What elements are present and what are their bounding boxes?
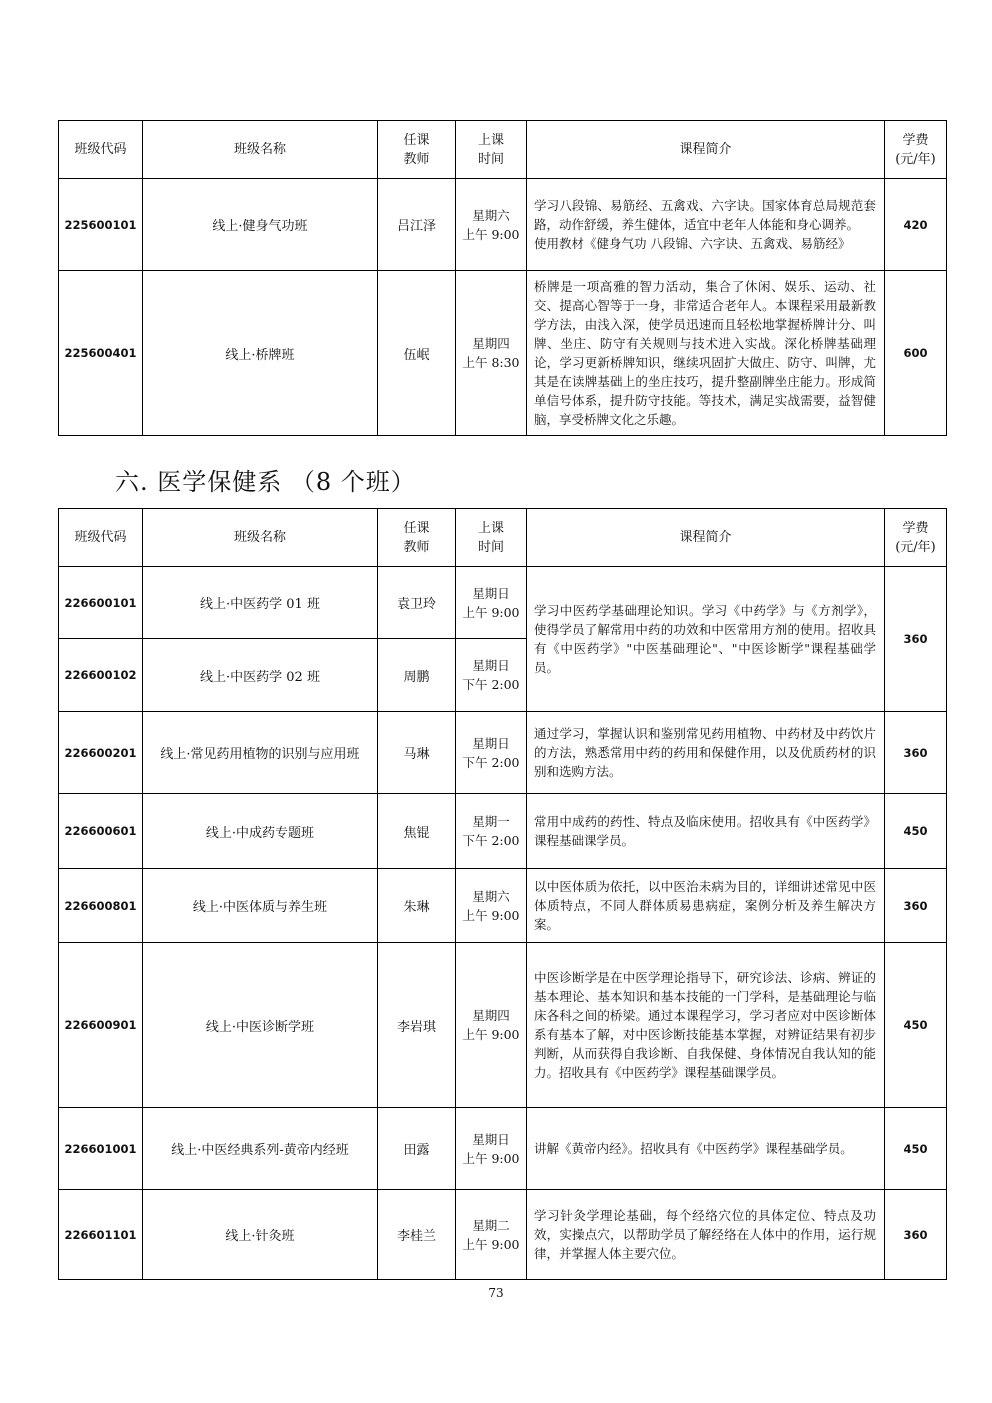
class-name: 线上·中医体质与养生班 [143, 869, 378, 943]
teacher-name: 伍岷 [378, 271, 456, 436]
class-code: 225600101 [59, 179, 143, 271]
course-description: 讲解《黄帝内经》。招收具有《中医药学》课程基础学员。 [527, 1108, 885, 1190]
table-row [59, 869, 947, 943]
class-name: 线上·中医药学 02 班 [143, 639, 378, 712]
tuition-fee: 360 [885, 1190, 947, 1280]
class-code: 226600801 [59, 869, 143, 943]
course-description: 常用中成药的药性、特点及临床使用。招收具有《中医药学》课程基础课学员。 [527, 794, 885, 869]
class-name: 线上·健身气功班 [143, 179, 378, 271]
class-name: 线上·中成药专题班 [143, 794, 378, 869]
class-name: 线上·中医经典系列-黄帝内经班 [143, 1108, 378, 1190]
table-row [59, 1108, 947, 1190]
class-code: 226601001 [59, 1108, 143, 1190]
tuition-fee: 360 [885, 567, 947, 712]
header-desc: 课程简介 [527, 121, 885, 179]
class-time: 星期二 上午 9:00 [456, 1190, 527, 1280]
tuition-fee: 450 [885, 1108, 947, 1190]
class-time: 星期日 上午 9:00 [456, 567, 527, 639]
class-name: 线上·中医诊断学班 [143, 943, 378, 1108]
header-code: 班级代码 [59, 121, 143, 179]
course-description: 通过学习，掌握认识和鉴别常见药用植物、中药材及中药饮片的方法，熟悉常用中药的药用和保健作用，以及优质药材的识别和选购方法。 [527, 712, 885, 794]
class-time: 星期日 下午 2:00 [456, 712, 527, 794]
section-title: 六. 医学保健系 （8 个班） [115, 468, 416, 496]
header-teacher: 任课 教师 [378, 121, 456, 179]
page-number: 73 [488, 1286, 504, 1300]
header-teacher: 任课 教师 [378, 509, 456, 567]
header-time: 上课 时间 [456, 121, 527, 179]
header-name: 班级名称 [143, 509, 378, 567]
class-time: 星期六 上午 9:00 [456, 179, 527, 271]
teacher-name: 袁卫玲 [378, 567, 456, 639]
teacher-name: 李桂兰 [378, 1190, 456, 1280]
class-code: 226601101 [59, 1190, 143, 1280]
course-description: 中医诊断学是在中医学理论指导下，研究诊法、诊病、辨证的基本理论、基本知识和基本技能的一门学科，是基础理论与临床各科之间的桥梁。通过本课程学习，学习者应对中医诊断体系有基本了解，对中医诊断技能基本掌握，对辨证结果有初步判断，从而获得自我诊断、自我保健、身体情况自我认知的能力。招收具有《中医药学》课程基础课学员。 [527, 943, 885, 1108]
tuition-fee: 360 [885, 869, 947, 943]
tuition-fee: 360 [885, 712, 947, 794]
teacher-name: 李岩琪 [378, 943, 456, 1108]
class-time: 星期四 上午 9:00 [456, 943, 527, 1108]
class-name: 线上·常见药用植物的识别与应用班 [143, 712, 378, 794]
course-description: 学习中医药学基础理论知识。学习《中药学》与《方剂学》，使得学员了解常用中药的功效和中医常用方剂的使用。招收具有《中医药学》"中医基础理论"、"中医诊断学"课程基础学员。 [527, 567, 885, 712]
class-name: 线上·针灸班 [143, 1190, 378, 1280]
class-time: 星期四 上午 8:30 [456, 271, 527, 436]
tuition-fee: 600 [885, 271, 947, 436]
class-code: 225600401 [59, 271, 143, 436]
table-row [59, 1190, 947, 1280]
table-row [59, 271, 947, 436]
teacher-name: 吕江泽 [378, 179, 456, 271]
header-code: 班级代码 [59, 509, 143, 567]
class-name: 线上·中医药学 01 班 [143, 567, 378, 639]
teacher-name: 焦锟 [378, 794, 456, 869]
header-name: 班级名称 [143, 121, 378, 179]
course-description: 桥牌是一项高雅的智力活动，集合了休闲、娱乐、运动、社交、提高心智等于一身，非常适合老年人。本课程采用最新教学方法，由浅入深，使学员迅速而且轻松地掌握桥牌计分、叫牌、坐庄、防守有关规则与技术进入实战。深化桥牌基础理论，学习更新桥牌知识，继续巩固扩大做庄、防守、叫牌，尤其是在读牌基础上的坐庄技巧，提升整副牌坐庄能力。形成简单信号体系，提升防守技能。等技术，满足实战需要，益智健脑，享受桥牌文化之乐趣。 [527, 271, 885, 436]
table-header-row [59, 121, 947, 179]
tuition-fee: 450 [885, 943, 947, 1108]
tuition-fee: 450 [885, 794, 947, 869]
header-fee: 学费 (元/年) [885, 509, 947, 567]
class-name: 线上·桥牌班 [143, 271, 378, 436]
table-row [59, 794, 947, 869]
class-code: 226600901 [59, 943, 143, 1108]
class-time: 星期六 上午 9:00 [456, 869, 527, 943]
class-code: 226600102 [59, 639, 143, 712]
course-table-1 [58, 120, 947, 436]
teacher-name: 马琳 [378, 712, 456, 794]
class-code: 226600101 [59, 567, 143, 639]
header-time: 上课 时间 [456, 509, 527, 567]
teacher-name: 朱琳 [378, 869, 456, 943]
table-header-row [59, 509, 947, 567]
table-row [59, 567, 947, 639]
class-code: 226600601 [59, 794, 143, 869]
course-description: 以中医体质为依托，以中医治未病为目的，详细讲述常见中医体质特点，不同人群体质易患病症，案例分析及养生解决方案。 [527, 869, 885, 943]
course-description: 学习八段锦、易筋经、五禽戏、六字诀。国家体育总局规范套路，动作舒缓，养生健体，适宜中老年人体能和身心调养。 使用教材《健身气功 八段锦、六字诀、五禽戏、易筋经》 [527, 179, 885, 271]
course-table-2 [58, 508, 947, 1280]
header-fee: 学费 (元/年) [885, 121, 947, 179]
course-description: 学习针灸学理论基础，每个经络穴位的具体定位、特点及功效，实操点穴，以帮助学员了解经络在人体中的作用，运行规律，并掌握人体主要穴位。 [527, 1190, 885, 1280]
teacher-name: 田露 [378, 1108, 456, 1190]
class-time: 星期日 上午 9:00 [456, 1108, 527, 1190]
class-time: 星期日 下午 2:00 [456, 639, 527, 712]
teacher-name: 周鹏 [378, 639, 456, 712]
tuition-fee: 420 [885, 179, 947, 271]
class-code: 226600201 [59, 712, 143, 794]
table-row [59, 943, 947, 1108]
header-desc: 课程简介 [527, 509, 885, 567]
table-row [59, 179, 947, 271]
class-time: 星期一 下午 2:00 [456, 794, 527, 869]
table-row [59, 712, 947, 794]
